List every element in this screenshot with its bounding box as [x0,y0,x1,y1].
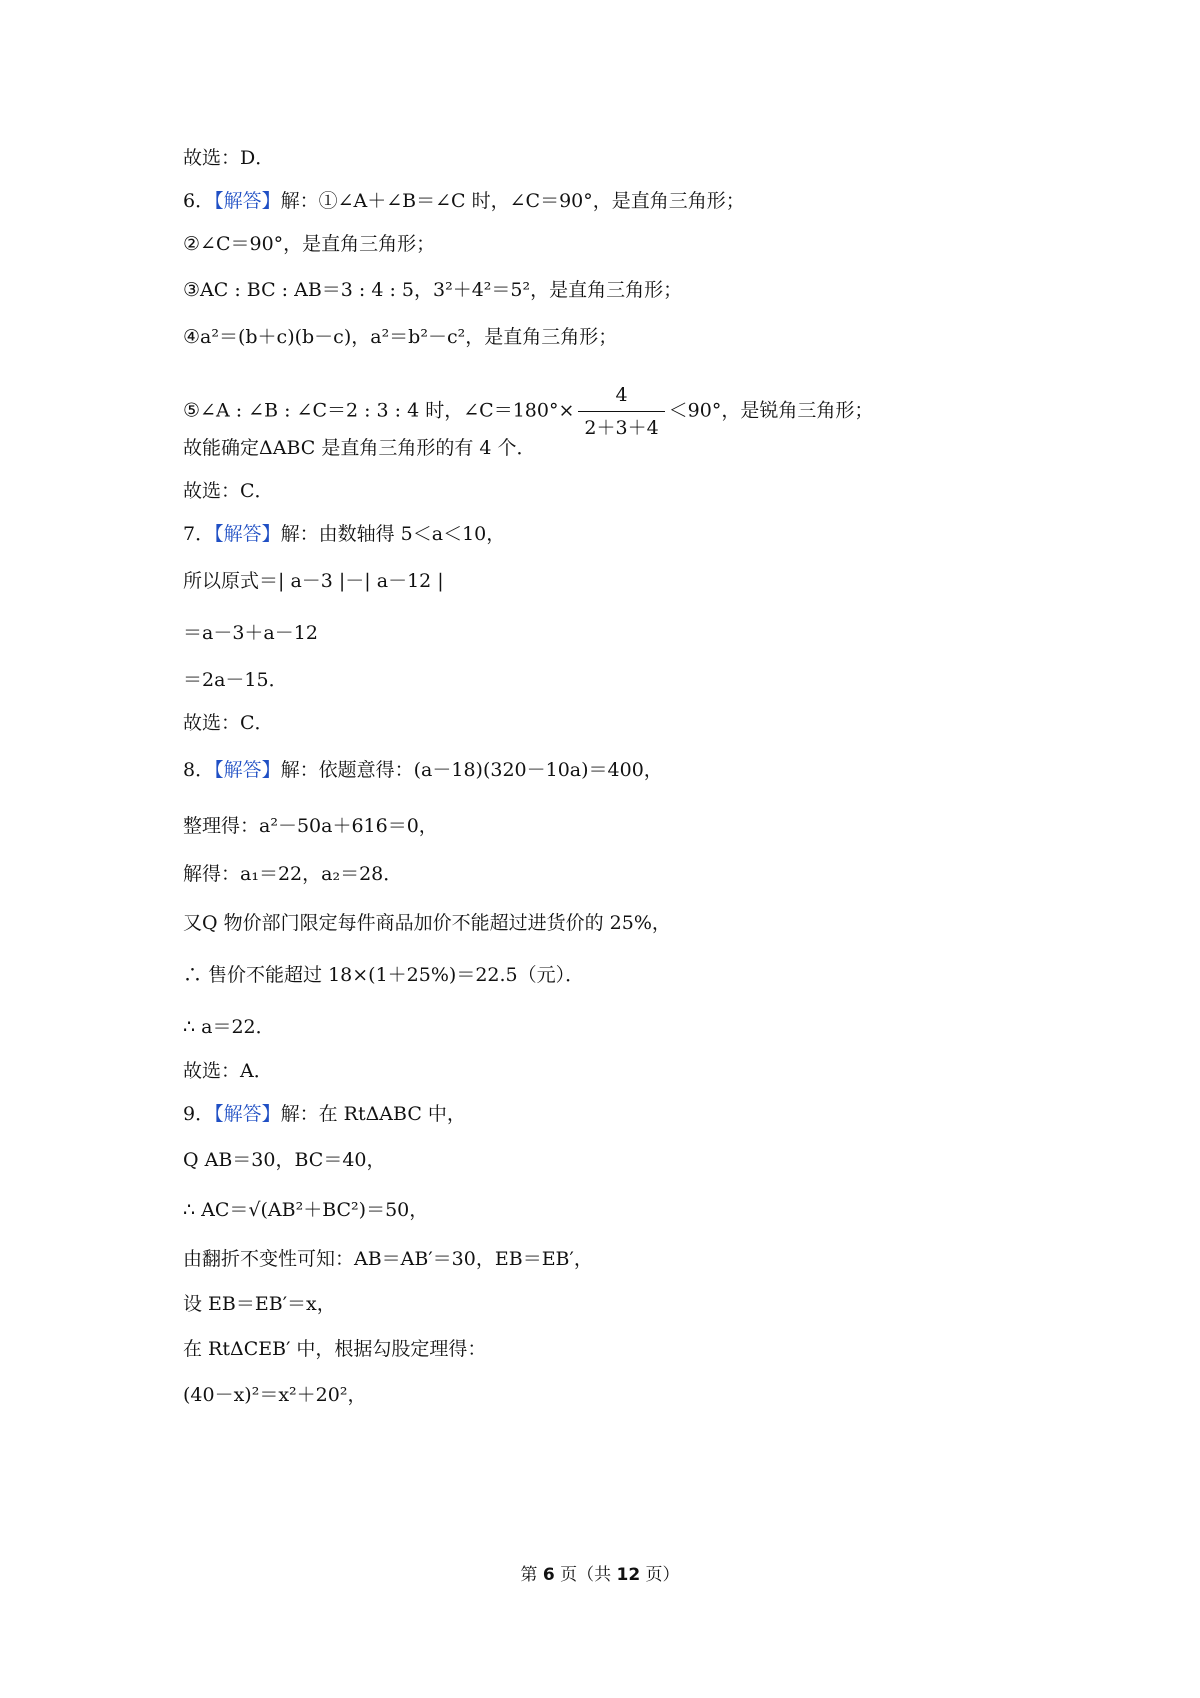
text-line [183,667,288,693]
footer-mid: 页（共 [554,1565,617,1585]
text-segment: 解：①∠A＋∠B＝∠C 时，∠C＝90°，是直角三角形； [280,190,745,212]
text-line [183,1197,428,1223]
text-line [183,710,274,736]
text-segment: 8． [183,759,215,781]
text-line [183,1014,275,1040]
text-line [183,324,617,350]
text-segment: 解：依题意得：(a－18)(320－10a)＝400， [280,759,663,781]
text-segment: 所以原式＝| a－3 |－| a－12 | [183,570,444,592]
text-segment: ⑤∠A : ∠B : ∠C＝2 : 3 : 4 时，∠C＝180°× [183,399,575,422]
text-line [183,962,584,988]
text-line [183,568,444,594]
text-segment: 在 RtΔCEB′ 中，根据勾股定理得： [183,1338,487,1360]
text-line [183,435,536,461]
text-segment: ∴ 售价不能超过 18×(1＋25%)＝22.5（元）． [183,964,585,986]
text-line [183,1291,336,1317]
text-line [183,277,682,303]
text-segment: ＝2a－15． [183,669,288,691]
text-segment: 解：由数轴得 5＜a＜10， [280,523,506,545]
text-line [183,861,402,887]
text-segment: 故能确定ΔABC 是直角三角形的有 4 个． [183,437,536,459]
text-segment: 又Q 物价部门限定每件商品加价不能超过进货价的 25%， [183,912,671,934]
text-segment: 7． [183,523,215,545]
text-line [183,910,671,936]
text-segment: ④a²＝(b＋c)(b－c)，a²＝b²－c²，是直角三角形； [183,326,618,348]
text-segment: 故选：C． [183,480,274,502]
text-line [183,1101,466,1127]
text-line [183,231,435,257]
footer-total-pages: 12 [616,1565,641,1585]
text-segment: 故选：D． [183,147,275,169]
text-segment: ③AC : BC : AB＝3 : 4 : 5，3²＋4²＝5²，是直角三角形； [183,279,683,301]
text-segment: 故选：A． [183,1060,273,1082]
text-line [183,757,663,783]
text-line [183,813,438,839]
text-segment: 解得：a₁＝22，a₂＝28． [183,863,403,885]
text-line [183,1382,366,1408]
text-segment: 设 EB＝EB′＝x， [183,1293,336,1315]
fraction-denominator: 2＋3＋4 [584,417,659,439]
text-segment: (40－x)²＝x²＋20²， [183,1384,367,1406]
text-line [183,382,873,441]
text-segment: 由翻折不变性可知：AB＝AB′＝30，EB＝EB′， [183,1248,593,1270]
text-line [183,521,505,547]
text-segment: ＜90°，是锐角三角形； [668,399,874,422]
answer-tag: 【解答】 [214,190,281,212]
footer-suffix: 页） [640,1565,680,1585]
answer-tag: 【解答】 [214,759,281,781]
text-line [183,1336,486,1362]
text-segment: 故选：C． [183,712,274,734]
text-line [183,620,318,646]
text-segment: ∴ a＝22． [183,1016,275,1038]
text-line [183,145,274,171]
text-segment: ②∠C＝90°，是直角三角形； [183,233,436,255]
text-line [183,1246,593,1272]
text-segment: Q AB＝30，BC＝40， [183,1149,386,1171]
answer-tag: 【解答】 [214,1103,281,1125]
text-segment: ∴ AC＝√(AB²＋BC²)＝50， [183,1199,429,1221]
footer-page-number: 6 [542,1565,555,1585]
text-line [183,1058,273,1084]
page-footer [0,1560,1200,1585]
text-segment: 解：在 RtΔABC 中， [280,1103,466,1125]
fraction-numerator: 4 [578,382,664,412]
text-segment: 整理得：a²－50a＋616＝0， [183,815,438,837]
footer-prefix: 第 [520,1565,543,1585]
text-segment: 9． [183,1103,215,1125]
text-line [183,188,745,214]
fraction [578,382,664,441]
text-segment: ＝a－3＋a－12 [183,622,318,644]
text-line [183,478,274,504]
answer-tag: 【解答】 [214,523,281,545]
text-line [183,1147,386,1173]
text-segment: 6． [183,190,215,212]
